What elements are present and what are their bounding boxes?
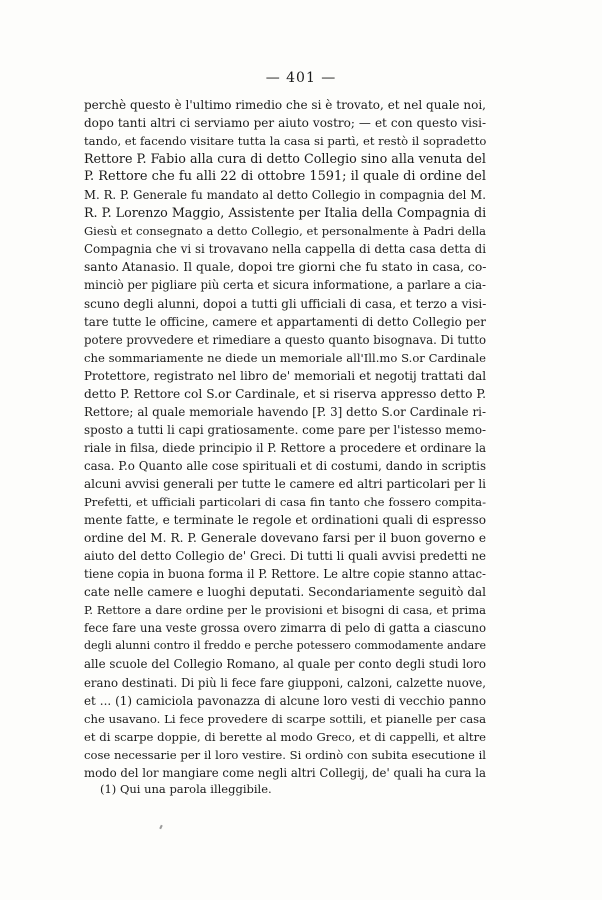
text-line: Rettore P. Fabio alla cura di detto Collegio sino alla venuta del	[84, 151, 486, 167]
text-line: tare tutte le officine, camere et appartamenti di detto Collegio per	[84, 314, 486, 329]
text-line: che usavano. Li fece provedere di scarpe sottili, et pianelle per casa	[84, 711, 486, 726]
text-line: dopo tanti altri ci serviamo per aiuto vostro; — et con questo visi-	[84, 116, 486, 131]
text-line: minciò per pigliare più certa et sicura informatione, a parlare a cia-	[84, 278, 486, 293]
text-line: P. Rettore a dare ordine per le provisioni et bisogni di casa, et prima	[84, 603, 486, 618]
text-line: santo Atanasio. Il quale, dopoi tre giorni che fu stato in casa, co-	[84, 260, 487, 275]
text-line: detto P. Rettore col S.or Cardinale, et si riserva appresso detto P.	[84, 386, 486, 401]
text-line: Giesù et consegnato a detto Collegio, et personalmente à Padri della	[84, 224, 486, 239]
text-line: riale in filsa, diede principio il P. Rettore a procedere et ordinare la	[84, 440, 487, 455]
text-line: degli alunni contro il freddo e perche potessero commodamente andare	[84, 639, 486, 653]
footnote-text: Qui una parola illeggibile.	[116, 782, 272, 796]
text-line: cate nelle camere e luoghi deputati. Secondariamente seguitò dal	[84, 585, 486, 600]
text-line: aiuto del detto Collegio de' Greci. Di tutti li quali avvisi predetti ne	[84, 549, 486, 564]
body-text	[84, 96, 486, 782]
text-line: potere provvedere et rimediare a questo quanto bisognava. Di tutto	[84, 332, 486, 347]
text-line: alle scuole del Collegio Romano, al quale per conto degli studi loro	[84, 657, 486, 672]
text-line: et ... (1) camiciola pavonazza di alcune loro vesti di vecchio panno	[84, 693, 486, 708]
text-line: perchè questo è l'ultimo rimedio che si è trovato, et nel quale noi,	[84, 98, 486, 112]
text-line: Protettore, registrato nel libro de' memoriali et negotij trattati dal	[84, 368, 486, 383]
text-line: cose necessarie per il loro vestire. Si ordinò con subita esecutione il	[84, 747, 486, 762]
text-line: sposto a tutti li capi gratiosamente. come pare per l'istesso memo-	[84, 422, 487, 437]
text-line: erano destinati. Di più li fece fare giupponi, calzoni, calzette nuove,	[84, 675, 486, 690]
paper-speck	[159, 825, 163, 829]
text-line: Rettore; al quale memoriale havendo [P. 3] detto S.or Cardinale ri-	[84, 404, 486, 419]
text-line: et di scarpe doppie, di berette al modo Greco, et di cappelli, et altre	[84, 729, 486, 744]
text-line: P. Rettore che fu alli 22 di ottobre 1591; il quale di ordine del	[84, 169, 486, 185]
text-line: Prefetti, et ufficiali particolari di casa fin tanto che fossero compita-	[84, 495, 486, 510]
page-number: — 401 —	[265, 70, 337, 86]
text-line: tiene copia in buona forma il P. Rettore. Le altre copie stanno attac-	[84, 567, 486, 582]
footnote-marker: (1)	[100, 782, 117, 796]
text-line: mente fatte, e terminate le regole et ordinationi quali di espresso	[84, 513, 486, 528]
text-line: R. P. Lorenzo Maggio, Assistente per Italia della Compagnia di	[84, 205, 487, 221]
text-line: tando, et facendo visitare tutta la casa si partì, et restò il sopradetto	[84, 134, 487, 149]
text-line: che sommariamente ne diede un memoriale all'Ill.mo S.or Cardinale	[84, 350, 486, 365]
text-line: ordine del M. R. P. Generale dovevano farsi per il buon governo e	[84, 531, 486, 546]
text-line: M. R. P. Generale fu mandato al detto Collegio in compagnia del M.	[84, 188, 486, 203]
text-line: modo del lor mangiare come negli altri Collegij, de' quali ha cura la	[84, 765, 486, 780]
text-line: casa. P.o Quanto alle cose spirituali et di costumi, dando in scriptis	[84, 458, 486, 473]
text-line: fece fare una veste grossa overo zimarra di pelo di gatta a ciascuno	[84, 621, 486, 636]
text-line: Compagnia che vi si trovavano nella cappella di detta casa detta di	[84, 242, 486, 257]
text-line: scuno degli alunni, dopoi a tutti gli ufficiali di casa, et terzo a visi-	[84, 296, 487, 311]
text-line: alcuni avvisi generali per tutte le camere ed altri particolari per li	[84, 476, 486, 491]
footnote	[100, 782, 272, 796]
